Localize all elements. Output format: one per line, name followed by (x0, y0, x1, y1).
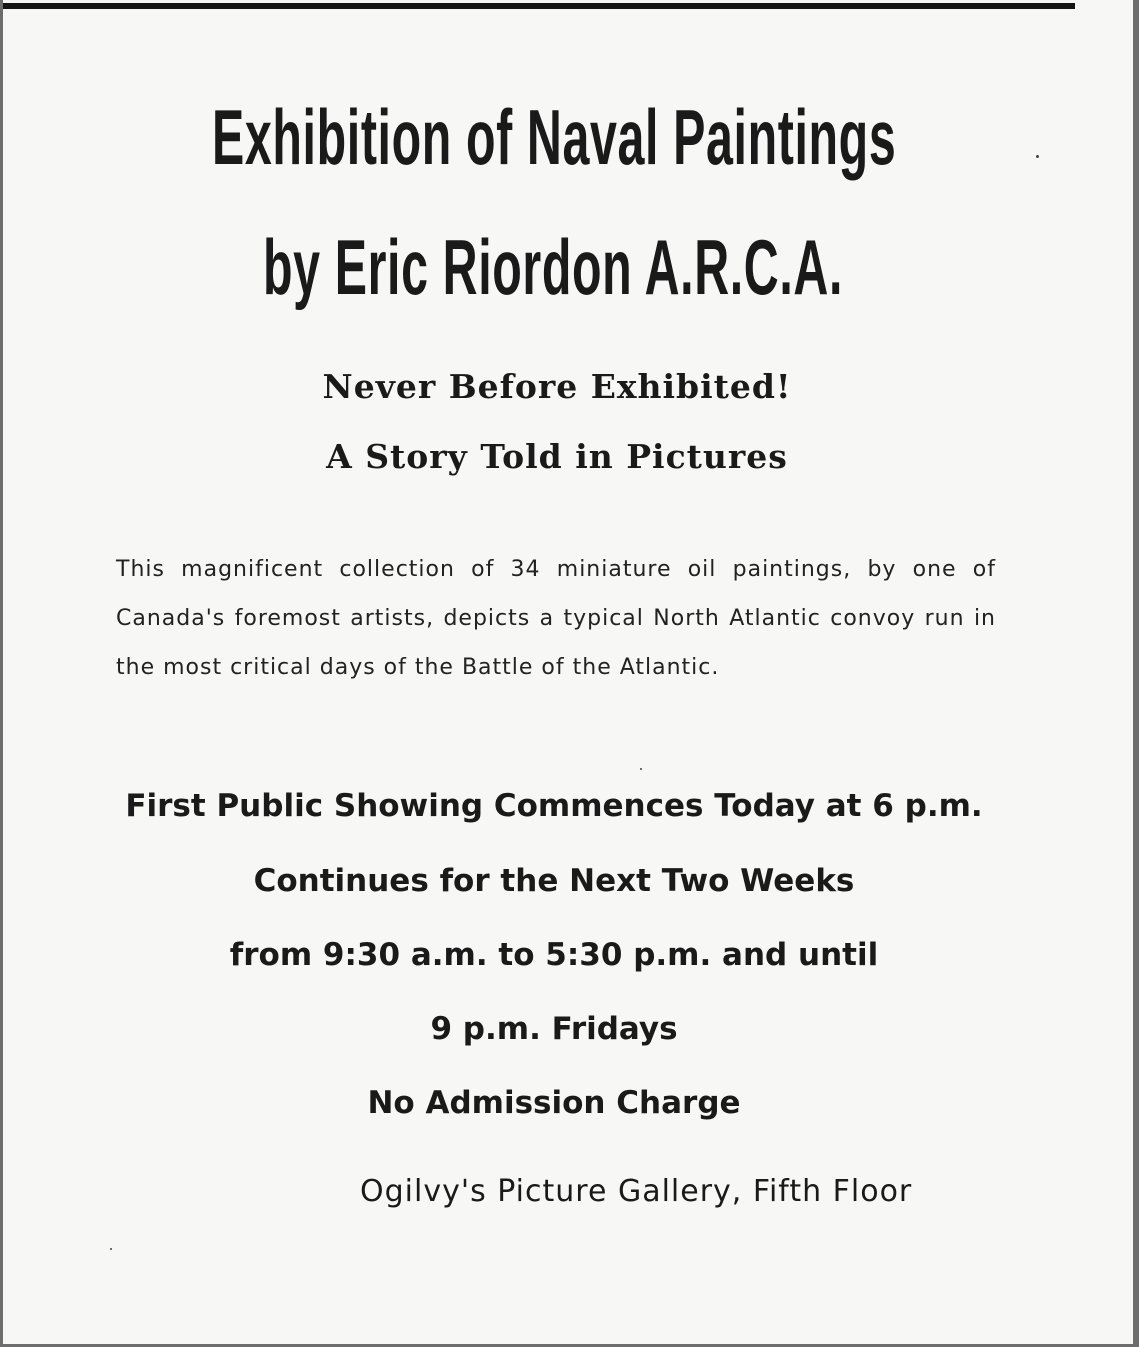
showing-start-line: First Public Showing Commences Today at 6 p.m. (125, 788, 983, 824)
print-speck (640, 768, 642, 770)
top-border-rule (3, 3, 1075, 9)
headline-title: Exhibition of Naval Paintings (212, 93, 897, 181)
print-speck (110, 1248, 112, 1250)
gallery-location: Ogilvy's Picture Gallery, Fifth Floor (360, 1174, 913, 1209)
subhead-never-before: Never Before Exhibited! (322, 367, 792, 406)
subhead-story: A Story Told in Pictures (326, 437, 788, 476)
description-paragraph: This magnificent collection of 34 miniature oil paintings, by one of Canada's foremost artists, depicts a typical North Atlantic convoy run in the most critical days of the Battle of the Atlantic. (116, 557, 996, 680)
hours-line: from 9:30 a.m. to 5:30 p.m. and until (229, 937, 879, 973)
duration-line: Continues for the Next Two Weeks (253, 863, 855, 899)
admission-line: No Admission Charge (367, 1085, 741, 1121)
friday-hours-line: 9 p.m. Fridays (430, 1011, 678, 1047)
right-border-rule (1133, 0, 1139, 1347)
headline-artist: by Eric Riordon A.R.C.A. (262, 223, 844, 311)
print-speck (1036, 155, 1039, 158)
